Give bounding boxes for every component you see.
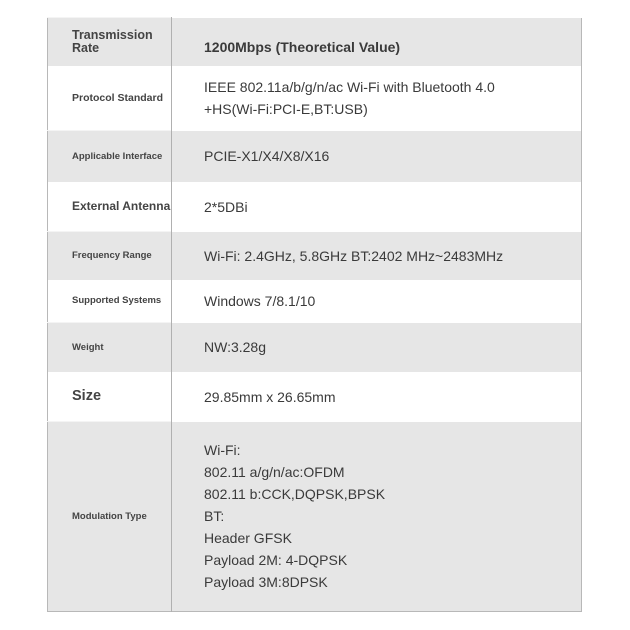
spec-value: 29.85mm x 26.65mm [172, 372, 582, 422]
spec-row-size [48, 372, 582, 422]
spec-row-modulation-type [48, 422, 582, 612]
spec-label: Frequency Range [48, 232, 172, 280]
spec-row-external-antenna [48, 182, 582, 232]
spec-row-supported-systems [48, 280, 582, 323]
spec-label: External Antenna [48, 182, 172, 232]
spec-value: Wi-Fi: 2.4GHz, 5.8GHz BT:2402 MHz~2483MHz [172, 232, 582, 280]
spec-table [47, 17, 582, 612]
spec-value-line: IEEE 802.11a/b/g/n/ac Wi-Fi with Bluetooth 4.0 [204, 79, 495, 95]
spec-row-protocol-standard [48, 66, 582, 131]
spec-value-line: +HS(Wi-Fi:PCI-E,BT:USB) [204, 101, 368, 117]
spec-value: Windows 7/8.1/10 [172, 280, 582, 323]
spec-value: 2*5DBi [172, 182, 582, 232]
spec-value-line: Wi-Fi: [204, 442, 241, 459]
spec-value [172, 66, 582, 131]
spec-label: Transmission Rate [48, 18, 172, 66]
spec-value [172, 422, 582, 612]
spec-value: PCIE-X1/X4/X8/X16 [172, 131, 582, 182]
spec-value-line: Payload 3M:8DPSK [204, 574, 328, 591]
spec-label: Weight [48, 323, 172, 372]
spec-row-transmission-rate [48, 18, 582, 66]
spec-row-applicable-interface [48, 131, 582, 182]
spec-row-frequency-range [48, 232, 582, 280]
spec-label: Size [48, 372, 172, 422]
spec-value-line: Header GFSK [204, 530, 292, 547]
spec-value-line: 802.11 b:CCK,DQPSK,BPSK [204, 486, 386, 503]
spec-label: Applicable Interface [48, 131, 172, 182]
spec-value-line: Payload 2M: 4-DQPSK [204, 552, 348, 569]
spec-value: 1200Mbps (Theoretical Value) [172, 18, 582, 66]
spec-row-weight [48, 323, 582, 372]
spec-value-line: 802.11 a/g/n/ac:OFDM [204, 464, 345, 481]
spec-label: Modulation Type [48, 422, 172, 612]
spec-value-line: BT: [204, 508, 225, 525]
spec-value: NW:3.28g [172, 323, 582, 372]
spec-label: Supported Systems [48, 280, 172, 323]
spec-label: Protocol Standard [48, 66, 172, 131]
